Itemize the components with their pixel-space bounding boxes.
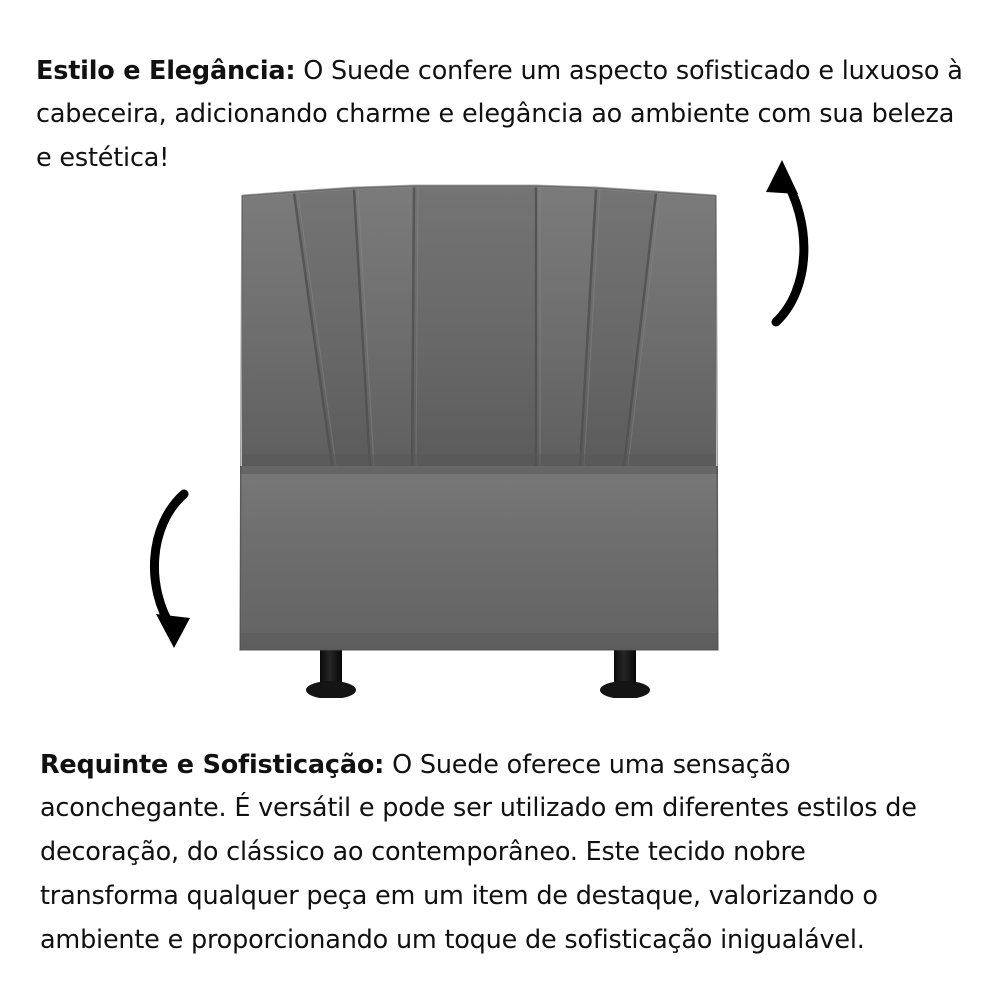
headboard-leg-right — [600, 644, 650, 698]
top-paragraph-body: O Suede confere um aspecto sofisticado e luxuoso à cabeceira, adicionando charme e elegância ao ambiente com sua beleza e estética! — [36, 55, 963, 174]
bottom-paragraph-lead: Requinte e Sofisticação: — [40, 749, 385, 780]
top-description-paragraph — [36, 50, 966, 182]
arrow-top-right — [752, 150, 822, 330]
headboard-leg-left — [306, 644, 356, 698]
headboard-suede-illustration — [236, 178, 722, 698]
bottom-description-paragraph — [40, 744, 940, 963]
arrow-bottom-left — [138, 488, 208, 658]
top-paragraph-lead: Estilo e Elegância: — [36, 55, 296, 86]
bottom-paragraph-body: O Suede oferece uma sensação aconchegante. É versátil e pode ser utilizado em diferentes estilos de decoração, do clássico ao contemporâneo. Este tecido nobre transforma qualquer peça em um item de destaque, valorizando o ambiente e proporcionando um toque de sofisticação inigualável. — [40, 749, 917, 955]
